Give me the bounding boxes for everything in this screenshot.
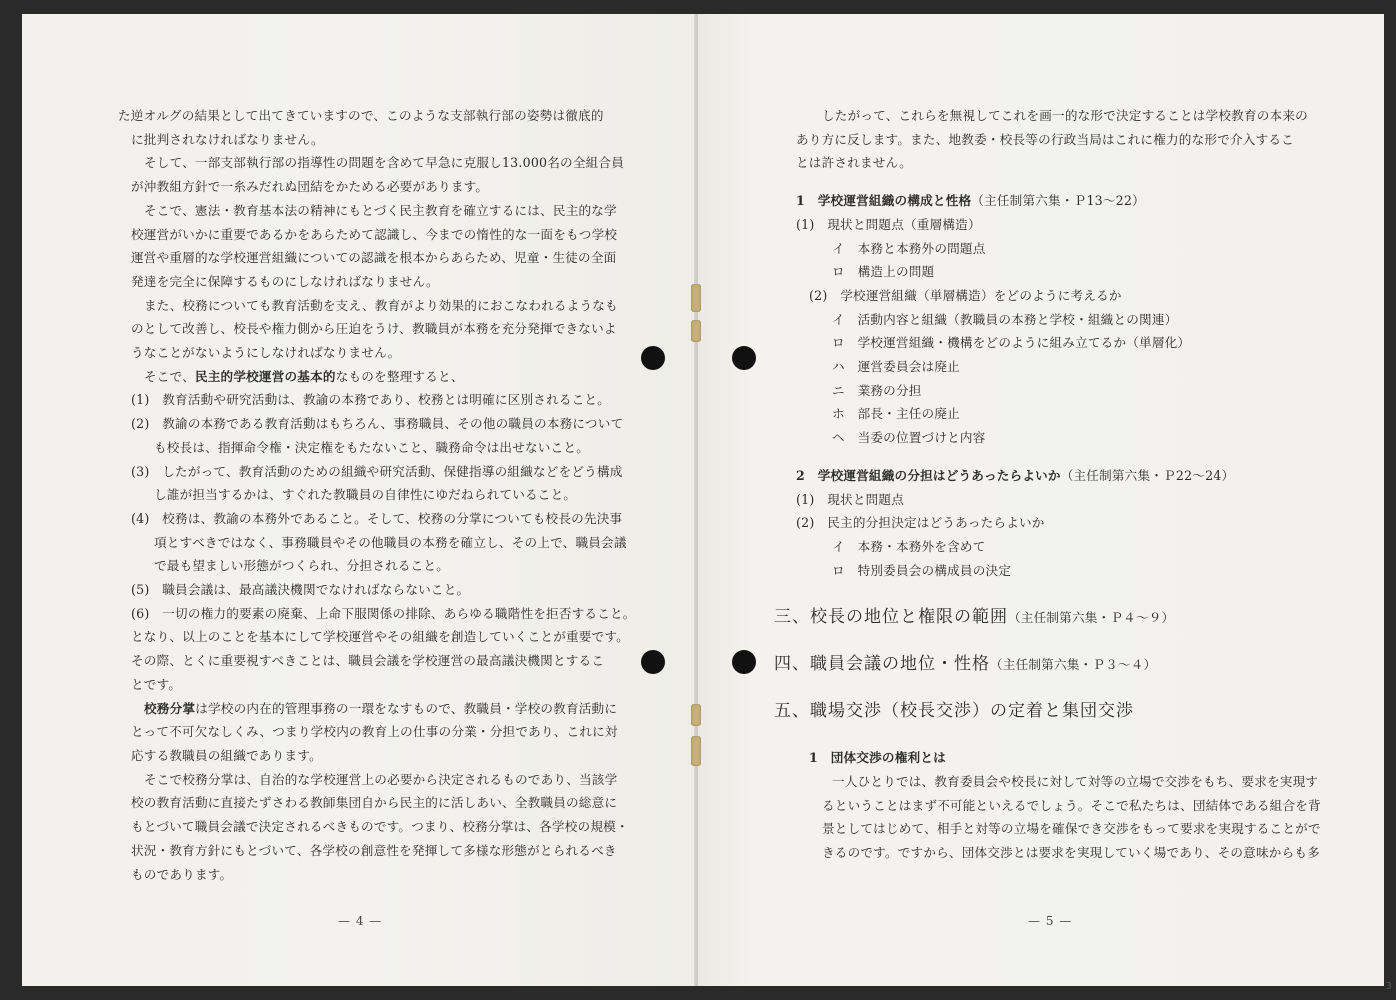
list-item: ハ 運営委員会は廃止 bbox=[832, 359, 960, 375]
body-line bbox=[118, 365, 678, 389]
left-page-body bbox=[118, 104, 678, 886]
body-line: きるのです。ですから、団体交渉とは要求を実現していく場であり、その意味からも多 bbox=[822, 845, 1320, 861]
list-item: (2) 学校運営組織（単層構造）をどのように考えるか bbox=[809, 287, 1122, 303]
body-line: (5) 職員会議は、最高議決機関でなければならないこと。 bbox=[131, 582, 470, 598]
line-text: そこで、 bbox=[144, 368, 195, 384]
body-line: 校の教育活動に直接たずさわる教師集団自から民主的に活しあい、全教職員の総意に bbox=[131, 795, 618, 811]
body-line: 状況・教育方針にもとづいて、各学校の創意性を発揮して多様な形態がとられるべき bbox=[131, 842, 617, 858]
body-line: (3) したがって、教育活動のための組織や研究活動、保健指導の組織などをどう構成 bbox=[131, 463, 623, 479]
bold-term: 民主的学校運営の基本的 bbox=[194, 368, 336, 384]
body-line: し誰が担当するかは、すぐれた教職員の自律性にゆだねられていること。 bbox=[154, 487, 577, 503]
body-line: が沖教組方針で一糸みだれぬ団結をかためる必要があります。 bbox=[131, 179, 489, 195]
section1-title: 1 学校運営組織の構成と性格 bbox=[796, 193, 972, 209]
intro-line: あり方に反します。また、地教委・校長等の行政当局はこれに権力的な形で介入するこ bbox=[796, 131, 1294, 147]
body-line: そこで、憲法・教育基本法の精神にもとづく民主教育を確立するには、民主的な学 bbox=[144, 202, 617, 218]
left-page bbox=[22, 14, 696, 986]
list-item: イ 活動内容と組織（教職員の本務と学校・組織との関連） bbox=[832, 311, 1178, 327]
body-line: ものであります。 bbox=[131, 866, 233, 882]
booklet-spread bbox=[22, 14, 1384, 986]
body-line: うなことがないようにしなければなりません。 bbox=[131, 345, 401, 361]
punch-hole bbox=[732, 650, 756, 674]
intro-line: とは許されません。 bbox=[796, 155, 912, 171]
right-page bbox=[698, 14, 1384, 986]
subsection-title: 1 団体交渉の権利とは bbox=[809, 750, 946, 766]
staple bbox=[691, 736, 701, 766]
body-line: そこで校務分掌は、自治的な学校運営上の必要から決定されるものであり、当該学 bbox=[144, 771, 618, 787]
list-item: ホ 部長・主任の廃止 bbox=[832, 406, 960, 422]
corner-mark: 3 bbox=[1385, 981, 1392, 992]
staple bbox=[691, 284, 701, 312]
list-item: イ 本務と本務外の問題点 bbox=[832, 240, 986, 256]
body-line: 発達を完全に保障するものにしなければなりません。 bbox=[131, 273, 439, 289]
body-line: で最も望ましい形態がつくられ、分担されること。 bbox=[154, 558, 450, 574]
body-line bbox=[118, 697, 678, 721]
staple bbox=[691, 320, 701, 342]
page-number-right: — 5 — bbox=[1028, 914, 1073, 928]
body-line: 項とすべきではなく、事務職員やその他職員の本務を確立し、その上で、職員会議 bbox=[154, 534, 627, 550]
list-item: ヘ 当委の位置づけと内容 bbox=[832, 430, 986, 446]
intro-line: したがって、これらを無視してこれを画一的な形で決定することは学校教育の本来の bbox=[822, 108, 1308, 123]
punch-hole bbox=[641, 346, 665, 370]
chapter-heading-4 bbox=[774, 641, 1356, 688]
body-line: に批判されなければなりません。 bbox=[131, 131, 324, 147]
body-line: 校運営がいかに重要であるかをあらためて認識し、今までの惰性的な一面をもつ学校 bbox=[131, 226, 618, 242]
body-line: (4) 校務は、教諭の本務外であること。そして、校務の分掌についても校長の先決事 bbox=[131, 510, 623, 526]
punch-hole bbox=[732, 346, 756, 370]
body-line: 運営や重層的な学校運営組織についての認識を根本からあらため、児童・生徒の全面 bbox=[131, 250, 617, 266]
section2-heading bbox=[796, 464, 1356, 488]
page-number-left: — 4 — bbox=[338, 914, 383, 928]
section1-ref: （主任制第六集・Ｐ13～22） bbox=[971, 193, 1145, 209]
list-item: ニ 業務の分担 bbox=[832, 382, 922, 398]
body-line: (1) 教育活動や研究活動は、教諭の本務であり、校務とは明確に区別されること。 bbox=[131, 392, 611, 408]
list-item: (2) 民主的分担決定はどうあったらよいか bbox=[796, 515, 1045, 531]
chapter-title: 四、職員会議の地位・性格 bbox=[774, 654, 990, 675]
body-line: (2) 教諭の本務である教育活動はもちろん、事務職員、その他の職員の本務について bbox=[131, 416, 624, 432]
body-line: その際、とくに重要視すべきことは、職員会議を学校運営の最高議決機関とするこ bbox=[131, 653, 605, 669]
body-line: 応する教職員の組織であります。 bbox=[131, 747, 322, 763]
chapter-title: 三、校長の地位と権限の範囲 bbox=[774, 607, 1008, 628]
section1-heading bbox=[796, 189, 1356, 213]
body-line: とって不可欠なしくみ、つまり学校内の教育上の仕事の分業・分担であり、これに対 bbox=[131, 724, 618, 740]
chapter-heading-3 bbox=[774, 594, 1356, 641]
body-line: るということはまず不可能といえるでしょう。そこで私たちは、団結体である組合を背 bbox=[822, 797, 1321, 813]
line-text: なものを整理すると、 bbox=[335, 368, 464, 384]
body-line: また、校務についても教育活動を支え、教育がより効果的におこなわれるようなも bbox=[144, 297, 618, 313]
section2-ref: （主任制第六集・Ｐ22～24） bbox=[1060, 467, 1235, 483]
list-item: (1) 現状と問題点 bbox=[796, 491, 904, 507]
list-item: イ 本務・本務外を含めて bbox=[832, 538, 986, 554]
chapter-heading-5 bbox=[774, 688, 1356, 734]
list-item: (1) 現状と問題点（重層構造） bbox=[796, 216, 981, 232]
body-line: もとづいて職員会議で決定されるべきものです。つまり、校務分掌は、各学校の規模・ bbox=[131, 819, 629, 835]
body-line: 景としてはじめて、相手と対等の立場を確保でき交渉をもって要求を実現することがで bbox=[822, 821, 1321, 837]
chapter-ref: （主任制第六集・Ｐ４～９） bbox=[1008, 610, 1175, 626]
list-item: ロ 学校運営組織・機構をどのように組み立てるか（単層化） bbox=[832, 335, 1191, 351]
bold-term: 校務分掌 bbox=[144, 700, 196, 716]
list-item: ロ 特別委員会の構成員の決定 bbox=[832, 562, 1012, 578]
body-line: 一人ひとりでは、教育委員会や校長に対して対等の立場で交渉をもち、要求を実現す bbox=[832, 774, 1319, 790]
body-line: とです。 bbox=[131, 676, 182, 692]
list-item: ロ 構造上の問題 bbox=[832, 264, 935, 280]
body-line: となり、以上のことを基本にして学校運営やその組織を創造していくことが重要です。 bbox=[131, 629, 629, 645]
body-line: そして、一部支部執行部の指導性の問題を含めて早急に克服し13.000名の全組合員 bbox=[144, 155, 625, 171]
body-line: も校長は、指揮命令権・決定権をもたないこと、職務命令は出せないこと。 bbox=[154, 439, 589, 455]
right-page-body bbox=[774, 104, 1356, 865]
body-line: (6) 一切の権力的要素の廃棄、上命下服関係の排除、あらゆる職階性を拒否すること。 bbox=[131, 605, 636, 621]
punch-hole bbox=[641, 650, 665, 674]
chapter-ref: （主任制第六集・Ｐ３～４） bbox=[990, 657, 1157, 673]
staple bbox=[691, 704, 701, 726]
line-text: は学校の内在的管理事務の一環をなすもので、教職員・学校の教育活動に bbox=[195, 700, 618, 716]
section2-title: 2 学校運営組織の分担はどうあったらよいか bbox=[796, 467, 1061, 483]
chapter-title: 五、職場交渉（校長交渉）の定着と集団交渉 bbox=[774, 701, 1134, 722]
body-line: のとして改善し、校長や権力側から圧迫をうけ、教職員が本務を充分発揮できないよ bbox=[131, 321, 617, 337]
body-line: た逆オルグの結果として出てきていますので、このような支部執行部の姿勢は徹底的 bbox=[118, 108, 604, 123]
